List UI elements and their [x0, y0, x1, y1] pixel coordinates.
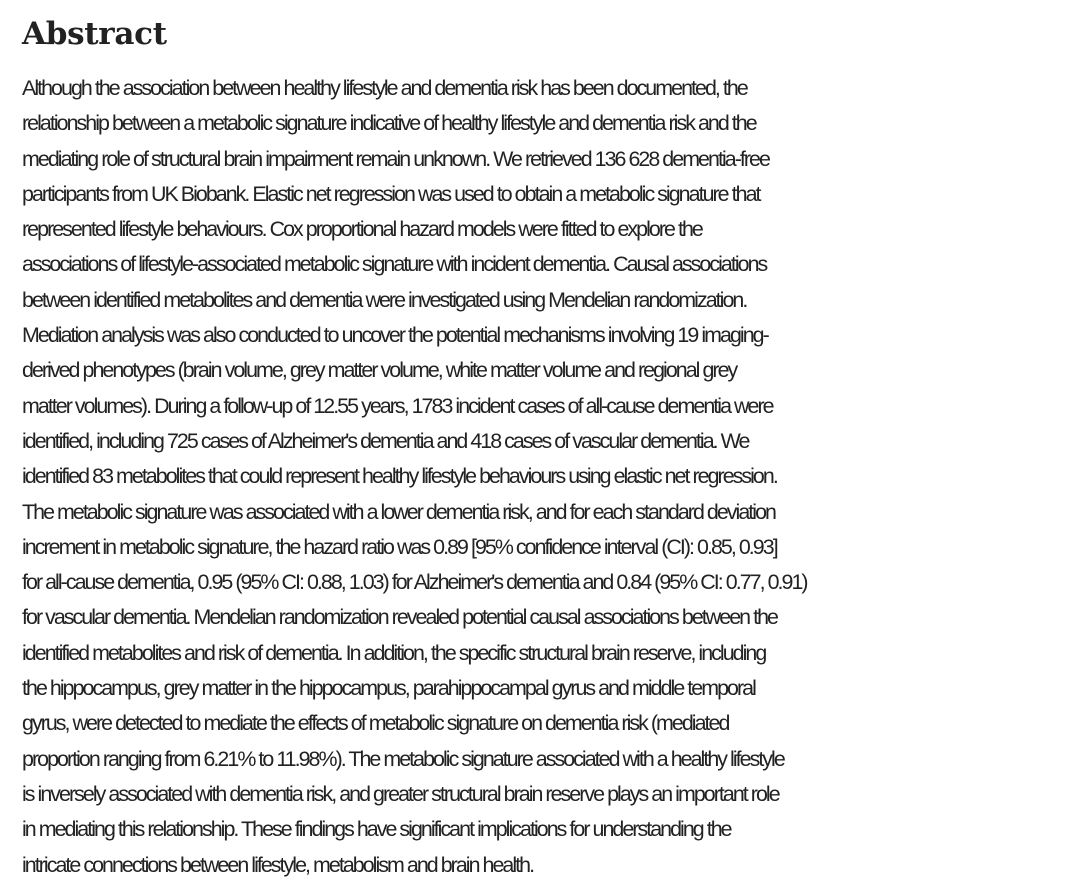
- abstract-line: identified metabolites and risk of dementia. In addition, the specific structural brain reserve, including: [22, 640, 766, 665]
- abstract-line: increment in metabolic signature, the hazard ratio was 0.89 [95% confidence interval (CI): 0.85, 0.93]: [22, 534, 777, 559]
- abstract-line: gyrus, were detected to mediate the effects of metabolic signature on dementia risk (mediated: [22, 711, 729, 736]
- abstract-line: relationship between a metabolic signature indicative of healthy lifestyle and dementia risk and the: [22, 111, 756, 136]
- abstract-line: the hippocampus, grey matter in the hippocampus, parahippocampal gyrus and middle temporal: [22, 676, 755, 701]
- abstract-line: Although the association between healthy lifestyle and dementia risk has been documented, the: [22, 76, 747, 100]
- abstract-line: matter volumes). During a follow-up of 12.55 years, 1783 incident cases of all-cause dementia were: [22, 393, 773, 418]
- abstract-line: for all-cause dementia, 0.95 (95% CI: 0.88, 1.03) for Alzheimer's dementia and 0.84 (95% CI: 0.77, 0.91): [22, 570, 807, 595]
- abstract-heading: Abstract: [22, 16, 167, 52]
- abstract-line: intricate connections between lifestyle, metabolism and brain health.: [22, 852, 534, 877]
- abstract-line: The metabolic signature was associated with a lower dementia risk, and for each standard deviation: [22, 499, 775, 524]
- abstract-line: is inversely associated with dementia risk, and greater structural brain reserve plays an important role: [22, 781, 779, 806]
- abstract-line: for vascular dementia. Mendelian randomization revealed potential causal associations between the: [22, 605, 777, 630]
- abstract-line: in mediating this relationship. These findings have significant implications for understanding the: [22, 817, 731, 842]
- abstract-line: participants from UK Biobank. Elastic net regression was used to obtain a metabolic signature that: [22, 181, 760, 206]
- abstract-body: [22, 71, 1080, 883]
- abstract-section: [22, 0, 1080, 883]
- abstract-line: identified, including 725 cases of Alzheimer's dementia and 418 cases of vascular dementia. We: [22, 428, 749, 453]
- abstract-line: Mediation analysis was also conducted to uncover the potential mechanisms involving 19 imaging-: [22, 323, 768, 348]
- abstract-line: between identified metabolites and dementia were investigated using Mendelian randomization.: [22, 287, 747, 312]
- abstract-line: mediating role of structural brain impairment remain unknown. We retrieved 136 628 dementia-free: [22, 146, 769, 171]
- abstract-line: identified 83 metabolites that could represent healthy lifestyle behaviours using elastic net regression.: [22, 464, 777, 489]
- abstract-line: associations of lifestyle-associated metabolic signature with incident dementia. Causal associations: [22, 252, 767, 277]
- abstract-line: derived phenotypes (brain volume, grey matter volume, white matter volume and regional grey: [22, 358, 737, 383]
- abstract-line: proportion ranging from 6.21% to 11.98%). The metabolic signature associated with a healthy lifestyle: [22, 746, 784, 771]
- abstract-line: represented lifestyle behaviours. Cox proportional hazard models were fitted to explore the: [22, 217, 702, 242]
